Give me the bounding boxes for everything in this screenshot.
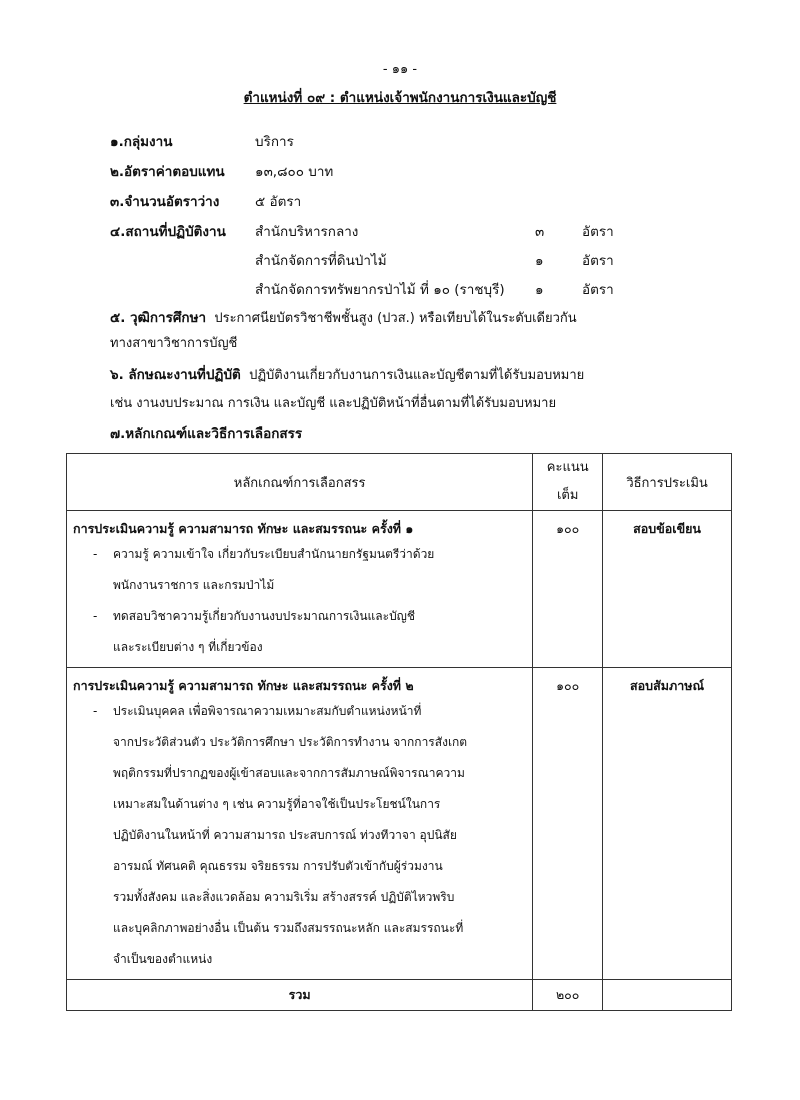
header-method: วิธีการประเมิน — [603, 454, 732, 511]
vacancy-value: ๕ อัตรา — [255, 194, 302, 210]
bullet-line: และระเบียบต่าง ๆ ที่เกี่ยวข้อง — [113, 640, 263, 654]
location-count: ๑ — [535, 253, 544, 269]
criteria-table — [66, 453, 732, 1011]
location-unit: อัตรา — [582, 253, 614, 269]
location-unit: อัตรา — [582, 224, 614, 240]
education-text: ประกาศนียบัตรวิชาชีพชั้นสูง (ปวส.) หรือเทียบได้ในระดับเดียวกัน — [214, 311, 577, 326]
pay-label: ๒.อัตราค่าตอบแทน — [110, 164, 225, 180]
duties-line-1 — [110, 363, 584, 385]
bullet-dash: - — [93, 609, 98, 623]
duties-line-2: เช่น งานงบประมาณ การเงิน และบัญชี และปฏิบัติหน้าที่อื่นตามที่ได้รับมอบหมาย — [110, 396, 557, 411]
bullet-line: จำเป็นของตำแหน่ง — [113, 952, 213, 966]
education-line-1 — [110, 306, 577, 328]
criteria-cell — [67, 668, 533, 980]
vacancy-label: ๓.จำนวนอัตราว่าง — [110, 194, 220, 210]
section-title: การประเมินความรู้ ความสามารถ ทักษะ และสมรรถนะ ครั้งที่ ๒ — [73, 678, 414, 693]
total-score: ๒๐๐ — [533, 980, 603, 1011]
table-row — [67, 511, 732, 668]
bullet-line: อารมณ์ ทัศนคติ คุณธรรม จริยธรรม การปรับตัวเข้ากับผู้ร่วมงาน — [113, 859, 443, 873]
bullet-dash: - — [93, 547, 98, 561]
bullet-line: รวมทั้งสังคม และสิ่งแวดล้อม ความริเริ่ม สร้างสรรค์ ปฏิบัติไหวพริบ — [113, 890, 455, 904]
header-score-line-2: เต็ม — [556, 488, 579, 503]
header-score-line-1: คะแนน — [546, 460, 589, 475]
total-method — [603, 980, 732, 1011]
table-row — [67, 668, 732, 980]
method-cell: สอบสัมภาษณ์ — [603, 668, 732, 980]
location-unit: อัตรา — [582, 282, 614, 298]
bullet-item — [67, 539, 532, 601]
bullet-line: พฤติกรรมที่ปรากฏของผู้เข้าสอบและจากการสัมภาษณ์พิจารณาความ — [113, 766, 465, 780]
location-name: สำนักจัดการที่ดินป่าไม้ — [255, 253, 387, 269]
bullet-line: จากประวัติส่วนตัว ประวัติการศึกษา ประวัติการทำงาน จากการสังเกต — [113, 735, 468, 749]
pay-value: ๑๓,๘๐๐ บาท — [255, 164, 334, 180]
education-label: ๕. วุฒิการศึกษา — [110, 310, 207, 326]
bullet-line: ปฏิบัติงานในหน้าที่ ความสามารถ ประสบการณ์ ท่วงทีวาจา อุปนิสัย — [113, 828, 457, 842]
score-cell: ๑๐๐ — [533, 668, 603, 980]
method-cell: สอบข้อเขียน — [603, 511, 732, 668]
table-header-row — [67, 454, 732, 511]
page-number: - ๑๑ - — [382, 62, 418, 77]
bullet-item — [67, 601, 532, 663]
bullet-text — [113, 539, 434, 601]
location-count: ๑ — [535, 282, 544, 298]
location-label: ๔.สถานที่ปฏิบัติงาน — [110, 224, 226, 240]
criteria-cell — [67, 511, 533, 668]
bullet-line: เหมาะสมในด้านต่าง ๆ เช่น ความรู้ที่อาจใช้เป็นประโยชน์ในการ — [113, 797, 441, 811]
location-name: สำนักจัดการทรัพยากรป่าไม้ ที่ ๑๐ (ราชบุรี) — [255, 282, 505, 298]
bullet-item — [67, 696, 532, 975]
section-title: การประเมินความรู้ ความสามารถ ทักษะ และสมรรถนะ ครั้งที่ ๑ — [73, 521, 414, 536]
group-label: ๑.กลุ่มงาน — [110, 134, 173, 150]
header-score — [533, 454, 603, 511]
page-title-text: ตำแหน่งที่ ๐๙ : ตำแหน่งเจ้าพนักงานการเงินและบัญชี — [243, 90, 557, 106]
duties-text: ปฏิบัติงานเกี่ยวกับงานการเงินและบัญชีตามที่ได้รับมอบหมาย — [249, 368, 585, 383]
bullet-line: และบุคลิกภาพอย่างอื่น เป็นต้น รวมถึงสมรรถนะหลัก และสมรรถนะที่ — [113, 921, 464, 935]
location-count: ๓ — [535, 224, 545, 240]
bullet-line: ประเมินบุคคล เพื่อพิจารณาความเหมาะสมกับตำแหน่งหน้าที่ — [113, 704, 422, 718]
page-title — [0, 86, 800, 108]
total-row — [67, 980, 732, 1011]
header-criteria: หลักเกณฑ์การเลือกสรร — [67, 454, 533, 511]
bullet-line: ทดสอบวิชาความรู้เกี่ยวกับงานงบประมาณการเงินและบัญชี — [113, 609, 416, 623]
selection-heading: ๗.หลักเกณฑ์และวิธีการเลือกสรร — [110, 426, 303, 442]
total-label: รวม — [67, 980, 533, 1011]
location-name: สำนักบริหารกลาง — [255, 224, 359, 240]
bullet-line: ความรู้ ความเข้าใจ เกี่ยวกับระเบียบสำนักนายกรัฐมนตรีว่าด้วย — [113, 547, 435, 561]
bullet-text — [113, 696, 467, 975]
bullet-line: พนักงานราชการ และกรมป่าไม้ — [113, 578, 275, 592]
bullet-text — [113, 601, 415, 663]
bullet-dash: - — [93, 704, 98, 718]
education-line-2: ทางสาขาวิชาการบัญชี — [110, 336, 238, 351]
group-value: บริการ — [255, 134, 294, 150]
duties-label: ๖. ลักษณะงานที่ปฏิบัติ — [110, 367, 241, 383]
score-cell: ๑๐๐ — [533, 511, 603, 668]
